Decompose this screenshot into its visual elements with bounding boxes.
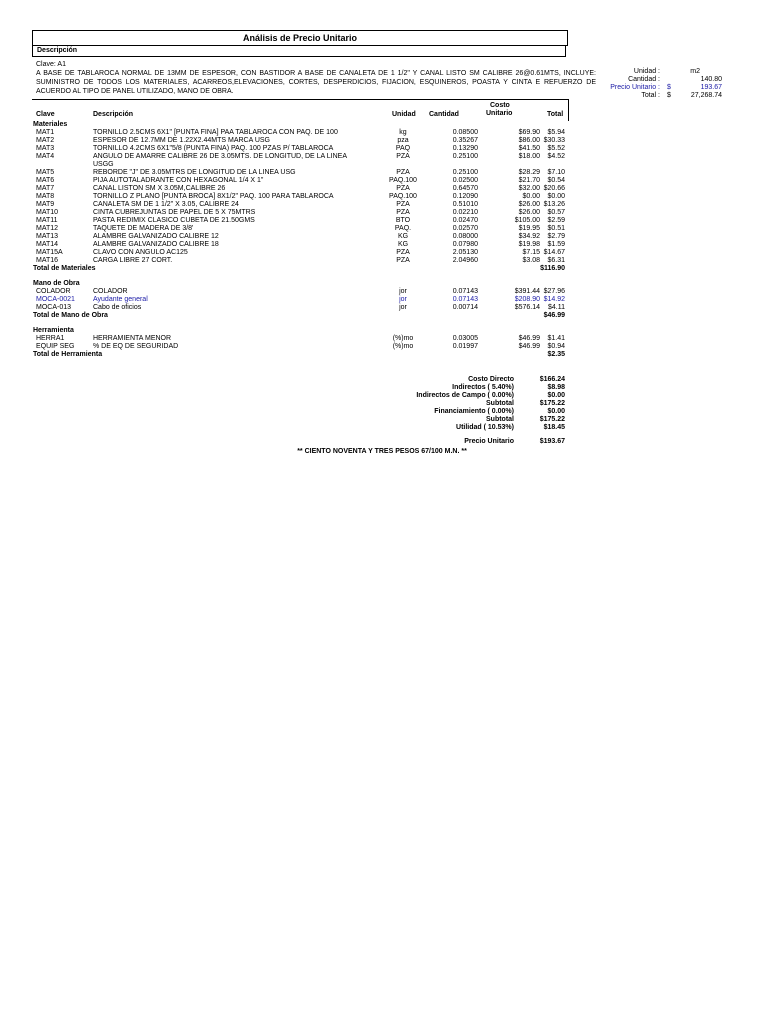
cell-clave: MAT8 bbox=[36, 193, 55, 200]
summary-label: Indirectos de Campo ( 0.00%) bbox=[416, 392, 514, 399]
precio-currency: $ bbox=[667, 84, 671, 91]
cell-costo: $46.99 bbox=[518, 343, 540, 350]
cell-cantidad: 0.02570 bbox=[452, 225, 478, 232]
table-row bbox=[32, 129, 572, 137]
precio-label: Precio Unitario : bbox=[610, 84, 660, 91]
cell-unidad: PAQ.100 bbox=[389, 177, 417, 184]
precio-unitario-label: Precio Unitario bbox=[464, 438, 514, 445]
summary-value: $166.24 bbox=[539, 376, 565, 383]
table-row bbox=[32, 335, 572, 343]
cell-descripcion: TORNILLO 4.2CMS 6X1"5/8 (PUNTA FINA) PAQ. 100 PZAS P/ TABLAROCA bbox=[93, 145, 334, 152]
cell-cantidad: 0.08500 bbox=[452, 129, 478, 136]
cell-unidad: PZA bbox=[396, 257, 410, 264]
summary-label: Subtotal bbox=[486, 416, 514, 423]
section-heading bbox=[32, 327, 572, 335]
cell-costo: $28.29 bbox=[518, 169, 540, 176]
table-row bbox=[32, 343, 572, 351]
cell-costo: $19.98 bbox=[518, 241, 540, 248]
table-row bbox=[32, 193, 572, 201]
cell-costo: $32.00 bbox=[518, 185, 540, 192]
cell-unidad: jor bbox=[399, 304, 407, 311]
cell-unidad: BTO bbox=[395, 217, 411, 224]
cell-descripcion: Cabo de oficios bbox=[93, 304, 142, 311]
cell-costo: $69.90 bbox=[518, 129, 540, 136]
table-row bbox=[32, 304, 572, 312]
cell-descripcion: ESPESOR DE 12.7MM DE 1.22X2.44MTS MARCA USG bbox=[93, 137, 271, 144]
cell-descripcion: CARGA LIBRE 27 CORT. bbox=[93, 257, 173, 264]
summary-value: $8.98 bbox=[547, 384, 565, 391]
cantidad-value: 140.80 bbox=[700, 76, 722, 83]
cell-costo: $46.99 bbox=[518, 335, 540, 342]
cell-clave: MAT12 bbox=[36, 225, 59, 232]
unidad-value: m2 bbox=[690, 68, 700, 75]
header-unidad: Unidad bbox=[392, 111, 416, 118]
cell-descripcion: CINTA CUBREJUNTAS DE PAPEL DE 5 X 75MTRS bbox=[93, 209, 256, 216]
cell-cantidad: 0.01997 bbox=[452, 343, 478, 350]
header-clave: Clave bbox=[36, 111, 55, 118]
cell-cantidad: 0.64570 bbox=[452, 185, 478, 192]
analysis-table bbox=[32, 121, 572, 359]
summary-row bbox=[32, 392, 572, 400]
cell-costo: $34.92 bbox=[518, 233, 540, 240]
table-row bbox=[32, 249, 572, 257]
precio-unitario-row bbox=[32, 438, 572, 446]
table-row bbox=[32, 217, 572, 225]
cell-clave: HERRA1 bbox=[36, 335, 65, 342]
table-row bbox=[32, 241, 572, 249]
cell-unidad: jor bbox=[399, 288, 407, 295]
cell-descripcion: TAQUETE DE MADERA DE 3/8' bbox=[93, 225, 194, 232]
table-row bbox=[32, 296, 572, 304]
cell-total: $2.59 bbox=[547, 217, 565, 224]
table-row bbox=[32, 201, 572, 209]
cell-unidad: KG bbox=[397, 233, 409, 240]
cell-clave: MOCA-0021 bbox=[36, 296, 75, 303]
cell-clave: MAT9 bbox=[36, 201, 55, 208]
cell-descripcion: CANAL LISTON SM X 3.05M,CALIBRE 26 bbox=[93, 185, 226, 192]
cell-unidad: PZA bbox=[396, 169, 410, 176]
table-row bbox=[32, 153, 572, 161]
cell-descripcion: ALAMBRE GALVANIZADO CALIBRE 12 bbox=[93, 233, 219, 240]
cell-cantidad: 0.07143 bbox=[452, 288, 478, 295]
cell-descripcion: ANGULO DE AMARRE CALIBRE 26 DE 3.05MTS. DE LONGITUD, DE LA LINEA bbox=[93, 153, 348, 160]
cell-clave: MAT10 bbox=[36, 209, 59, 216]
summary-label: Indirectos ( 5.40%) bbox=[452, 384, 514, 391]
cell-cantidad: 0.51010 bbox=[452, 201, 478, 208]
section-total bbox=[32, 312, 572, 320]
cantidad-row bbox=[600, 76, 730, 84]
cell-costo: $3.08 bbox=[522, 257, 540, 264]
cell-clave: MAT11 bbox=[36, 217, 58, 224]
precio-unitario-value: $193.67 bbox=[539, 438, 565, 445]
cell-costo: $21.70 bbox=[518, 177, 540, 184]
cell-unidad: (%)mo bbox=[392, 335, 414, 342]
header-cantidad: Cantidad bbox=[429, 111, 459, 118]
cell-unidad: PAQ.100 bbox=[389, 193, 417, 200]
total-label: Total : bbox=[641, 92, 660, 99]
table-row bbox=[32, 257, 572, 265]
cell-costo: $391.44 bbox=[514, 288, 540, 295]
cell-costo: $576.14 bbox=[514, 304, 540, 311]
cell-cantidad: 0.07143 bbox=[452, 296, 478, 303]
cell-total: $4.11 bbox=[548, 304, 565, 311]
cell-unidad: PZA bbox=[396, 249, 410, 256]
summary-value: $18.45 bbox=[543, 424, 565, 431]
cantidad-label: Cantidad : bbox=[628, 76, 660, 83]
cell-clave: MAT4 bbox=[36, 153, 55, 160]
cell-cantidad: 0.02500 bbox=[452, 177, 478, 184]
cell-cantidad: 0.13290 bbox=[452, 145, 478, 152]
cell-cantidad: 2.04960 bbox=[452, 257, 478, 264]
summary-row bbox=[32, 408, 572, 416]
cell-unidad: (%)mo bbox=[392, 343, 414, 350]
section-heading bbox=[32, 280, 572, 288]
cell-clave: MAT1 bbox=[36, 129, 55, 136]
section-total-label: Total de Herramienta bbox=[33, 351, 103, 358]
cell-cantidad: 0.35267 bbox=[452, 137, 478, 144]
section-heading bbox=[32, 121, 572, 129]
summary-row bbox=[32, 376, 572, 384]
unidad-label: Unidad : bbox=[633, 68, 660, 75]
concept-description: A BASE DE TABLAROCA NORMAL DE 13MM DE ESPESOR, CON BASTIDOR A BASE DE CANALETA DE 1 1/2" Y CANAL LISTO SM CALIBRE 26@0.61MTS, INCLUYE: SUMINISTRO DE TODOS LOS MATERIALES, ACARREOS,ELEVACIONES, CORTES, DESPERDICIOS, FIJACION, ESQUINEROS, POASTA Y CINTA E REFUERZO DE ACUERDO AL TIPO DE PANEL UTILIZADO, MANO DE OBRA. bbox=[36, 70, 596, 95]
section-label: Herramienta bbox=[33, 327, 74, 334]
cell-cantidad: 0.25100 bbox=[452, 169, 478, 176]
cell-costo: $7.15 bbox=[522, 249, 540, 256]
cell-unidad: kg bbox=[399, 129, 407, 136]
cell-costo: $41.50 bbox=[518, 145, 540, 152]
cell-clave: MOCA-013 bbox=[36, 304, 72, 311]
cell-total: $0.94 bbox=[547, 343, 565, 350]
cell-total: $0.51 bbox=[547, 225, 565, 232]
cell-total: $30.33 bbox=[543, 137, 565, 144]
cell-descripcion: Ayudante general bbox=[93, 296, 148, 303]
cell-descripcion: COLADOR bbox=[93, 288, 128, 295]
section-total bbox=[32, 351, 572, 359]
total-row bbox=[600, 92, 730, 100]
cell-unidad: KG bbox=[397, 241, 409, 248]
clave-line: Clave: A1 bbox=[36, 61, 66, 68]
section-total-label: Total de Mano de Obra bbox=[33, 312, 108, 319]
cell-clave: MAT13 bbox=[36, 233, 59, 240]
cell-total: $4.52 bbox=[547, 153, 565, 160]
cell-cantidad: 0.08000 bbox=[452, 233, 478, 240]
cell-total: $5.94 bbox=[547, 129, 565, 136]
summary-value: $175.22 bbox=[539, 400, 565, 407]
description-header: Descripción bbox=[32, 45, 566, 57]
cell-clave: MAT7 bbox=[36, 185, 55, 192]
table-row bbox=[32, 145, 572, 153]
cell-unidad: PZA bbox=[396, 153, 410, 160]
cell-costo: $26.00 bbox=[518, 201, 540, 208]
cell-cantidad: 0.03005 bbox=[452, 335, 478, 342]
summary-value: $175.22 bbox=[539, 416, 565, 423]
table-row bbox=[32, 225, 572, 233]
cell-unidad: PZA bbox=[396, 185, 410, 192]
table-row bbox=[32, 177, 572, 185]
cell-cantidad: 0.02470 bbox=[452, 217, 478, 224]
section-label: Mano de Obra bbox=[33, 280, 80, 287]
summary-label: Financiamiento ( 0.00%) bbox=[434, 408, 514, 415]
cell-total: $27.96 bbox=[543, 288, 565, 295]
cell-total: $0.54 bbox=[547, 177, 565, 184]
cell-total: $14.92 bbox=[543, 296, 565, 303]
cell-unidad: PZA bbox=[396, 201, 410, 208]
cell-total: $1.41 bbox=[547, 335, 565, 342]
summary-row bbox=[32, 416, 572, 424]
cell-cantidad: 0.25100 bbox=[452, 153, 478, 160]
summary-row bbox=[32, 384, 572, 392]
cell-costo: $86.00 bbox=[518, 137, 540, 144]
unidad-row bbox=[600, 68, 730, 76]
cell-total: $0.00 bbox=[547, 193, 565, 200]
cell-costo: $0.00 bbox=[522, 193, 540, 200]
cell-total: $14.67 bbox=[543, 249, 565, 256]
cell-costo: $19.95 bbox=[518, 225, 540, 232]
cell-total: $5.52 bbox=[547, 145, 565, 152]
header-total: Total bbox=[547, 111, 564, 118]
cell-clave: MAT16 bbox=[36, 257, 59, 264]
cell-clave: MAT15A bbox=[36, 249, 63, 256]
table-row bbox=[32, 185, 572, 193]
table-row bbox=[32, 233, 572, 241]
cell-unidad: pza bbox=[397, 137, 409, 144]
summary-value: $0.00 bbox=[547, 408, 565, 415]
cell-descripcion: TORNILLO Z PLANO [PUNTA BROCA] 8X1/2" PAQ. 100 PARA TABLAROCA bbox=[93, 193, 334, 200]
cell-total: $6.31 bbox=[547, 257, 565, 264]
cell-clave: MAT6 bbox=[36, 177, 55, 184]
cell-clave: MAT3 bbox=[36, 145, 55, 152]
cell-clave: MAT14 bbox=[36, 241, 59, 248]
table-header bbox=[32, 99, 569, 121]
cell-total: $7.10 bbox=[547, 169, 565, 176]
section-total-value: $116.90 bbox=[540, 265, 565, 272]
cell-costo: $208.90 bbox=[514, 296, 540, 303]
table-row bbox=[32, 288, 572, 296]
cell-descripcion: HERRAMIENTA MENOR bbox=[93, 335, 172, 342]
cell-clave: MAT5 bbox=[36, 169, 55, 176]
cost-summary bbox=[32, 376, 572, 446]
header-unitario: Unitario bbox=[486, 110, 513, 117]
section-total-value: $2.35 bbox=[547, 351, 565, 358]
cell-descripcion: REBORDE "J" DE 3.05MTRS DE LONGITUD DE LA LINEA USG bbox=[93, 169, 296, 176]
amount-in-words: ** CIENTO NOVENTA Y TRES PESOS 67/100 M.N. ** bbox=[297, 448, 467, 455]
cell-costo: $26.00 bbox=[518, 209, 540, 216]
cell-clave: EQUIP SEG bbox=[36, 343, 75, 350]
summary-side-panel bbox=[600, 68, 730, 100]
cell-descripcion: PIJA AUTOTALADRANTE CON HEXAGONAL 1/4 X 1" bbox=[93, 177, 264, 184]
section-total-label: Total de Materiales bbox=[33, 265, 96, 272]
cell-clave: MAT2 bbox=[36, 137, 55, 144]
cell-descripcion: % DE EQ DE SEGURIDAD bbox=[93, 343, 179, 350]
summary-row bbox=[32, 400, 572, 408]
cell-costo: $18.00 bbox=[518, 153, 540, 160]
cell-descripcion-cont: USGG bbox=[93, 161, 114, 168]
cell-cantidad: 0.02210 bbox=[452, 209, 478, 216]
table-row bbox=[32, 169, 572, 177]
cell-costo: $105.00 bbox=[514, 217, 540, 224]
table-row-continuation bbox=[32, 161, 572, 169]
cell-total: $0.57 bbox=[547, 209, 565, 216]
cell-cantidad: 2.05130 bbox=[452, 249, 478, 256]
cell-descripcion: TORNILLO 2.5CMS 6X1" [PUNTA FINA] PAA TABLAROCA CON PAQ. DE 100 bbox=[93, 129, 338, 136]
table-row bbox=[32, 137, 572, 145]
cell-cantidad: 0.12090 bbox=[452, 193, 478, 200]
cell-unidad: jor bbox=[399, 296, 407, 303]
header-costo: Costo bbox=[490, 102, 510, 109]
summary-row bbox=[32, 424, 572, 432]
total-value: 27,268.74 bbox=[690, 92, 722, 99]
summary-value: $0.00 bbox=[547, 392, 565, 399]
precio-value: 193.67 bbox=[700, 84, 722, 91]
cell-total: $13.26 bbox=[543, 201, 565, 208]
total-currency: $ bbox=[667, 92, 671, 99]
cell-total: $20.66 bbox=[543, 185, 565, 192]
section-label: Materiales bbox=[33, 121, 68, 128]
cell-cantidad: 0.07980 bbox=[452, 241, 478, 248]
cell-descripcion: CANALETA SM DE 1 1/2" X 3.05, CALIBRE 24 bbox=[93, 201, 239, 208]
section-total bbox=[32, 265, 572, 273]
summary-label: Utilidad ( 10.53%) bbox=[456, 424, 514, 431]
page-title: Análisis de Precio Unitario bbox=[32, 30, 568, 46]
cell-descripcion: CLAVO CON ANGULO AC125 bbox=[93, 249, 188, 256]
cell-total: $1.59 bbox=[547, 241, 565, 248]
precio-row bbox=[600, 84, 730, 92]
cell-cantidad: 0.00714 bbox=[452, 304, 478, 311]
cell-clave: COLADOR bbox=[36, 288, 71, 295]
header-descripcion: Descripción bbox=[93, 111, 134, 118]
summary-label: Costo Directo bbox=[468, 376, 514, 383]
cell-descripcion: PASTA REDIMIX CLASICO CUBETA DE 21.50GMS bbox=[93, 217, 255, 224]
table-row bbox=[32, 209, 572, 217]
cell-unidad: PAQ. bbox=[394, 225, 412, 232]
cell-unidad: PZA bbox=[396, 209, 410, 216]
section-total-value: $46.99 bbox=[543, 312, 565, 319]
cell-total: $2.79 bbox=[547, 233, 565, 240]
cell-descripcion: ALAMBRE GALVANIZADO CALIBRE 18 bbox=[93, 241, 219, 248]
cell-unidad: PAQ bbox=[395, 145, 411, 152]
summary-label: Subtotal bbox=[486, 400, 514, 407]
